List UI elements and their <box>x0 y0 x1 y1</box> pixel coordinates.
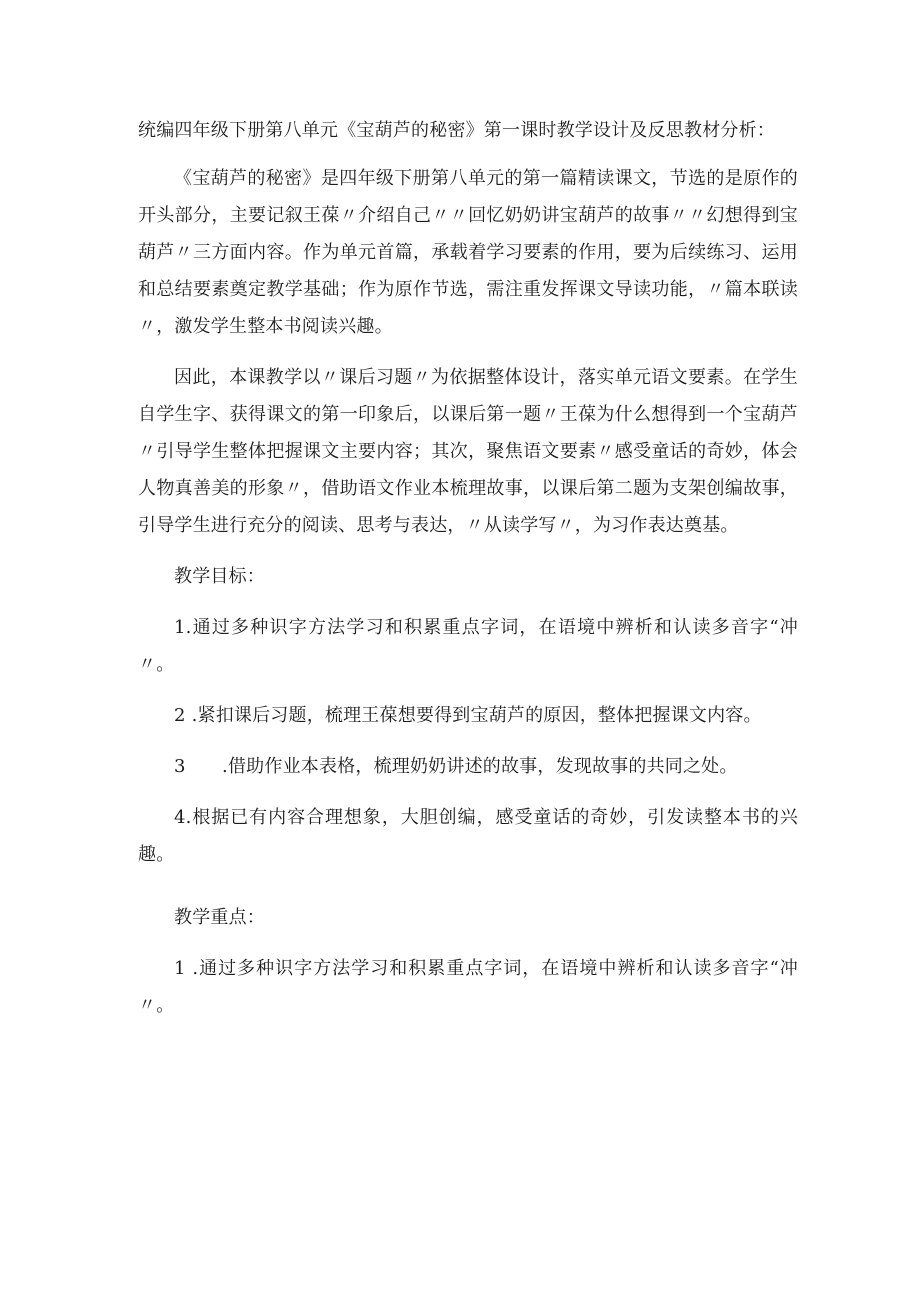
objective-item-4: 4.根据已有内容合理想象，大胆创编，感受童话的奇妙，引发读整本书的兴趣。 <box>138 807 798 865</box>
objective-item-2: 2 .紧扣课后习题，梳理王葆想要得到宝葫芦的原因，整体把握课文内容。 <box>174 705 762 726</box>
objective-item-1: 1.通过多种识字方法学习和积累重点字词，在语境中辨析和认读多音字“冲〃。 <box>138 617 798 675</box>
key-point-item-1: 1 .通过多种识字方法学习和积累重点字词，在语境中辨析和认读多音字“冲〃。 <box>138 958 798 1016</box>
analysis-paragraph-1: 《宝葫芦的秘密》是四年级下册第八单元的第一篇精读课文，节选的是原作的开头部分，主要记叙王葆〃介绍自己〃〃回忆奶奶讲宝葫芦的故事〃〃幻想得到宝葫芦〃三方面内容。作为单元首篇，承载着学习要素的作用，要为后续练习、运用和总结要素奠定教学基础；作为原作节选，需注重发挥课文导读功能，〃篇本联读〃，激发学生整本书阅读兴趣。 <box>138 168 798 337</box>
analysis-paragraph-2: 因此，本课教学以〃课后习题〃为依据整体设计，落实单元语文要素。在学生自学生字、获得课文的第一印象后，以课后第一题〃王葆为什么想得到一个宝葫芦〃引导学生整体把握课文主要内容；其次，聚焦语文要素〃感受童话的奇妙，体会人物真善美的形象〃，借助语文作业本梳理故事，以课后第二题为支架创编故事，引导学生进行充分的阅读、思考与表达，〃从读学写〃，为习作表达奠基。 <box>138 367 798 536</box>
document-title: 统编四年级下册第八单元《宝葫芦的秘密》第一课时教学设计及反思教材分析： <box>138 120 775 141</box>
objective-item-3: 3 .借助作业本表格，梳理奶奶讲述的故事，发现故事的共同之处。 <box>174 756 738 777</box>
key-points-heading: 教学重点： <box>174 907 265 928</box>
objectives-heading: 教学目标： <box>174 566 265 587</box>
document-body <box>138 112 798 1024</box>
